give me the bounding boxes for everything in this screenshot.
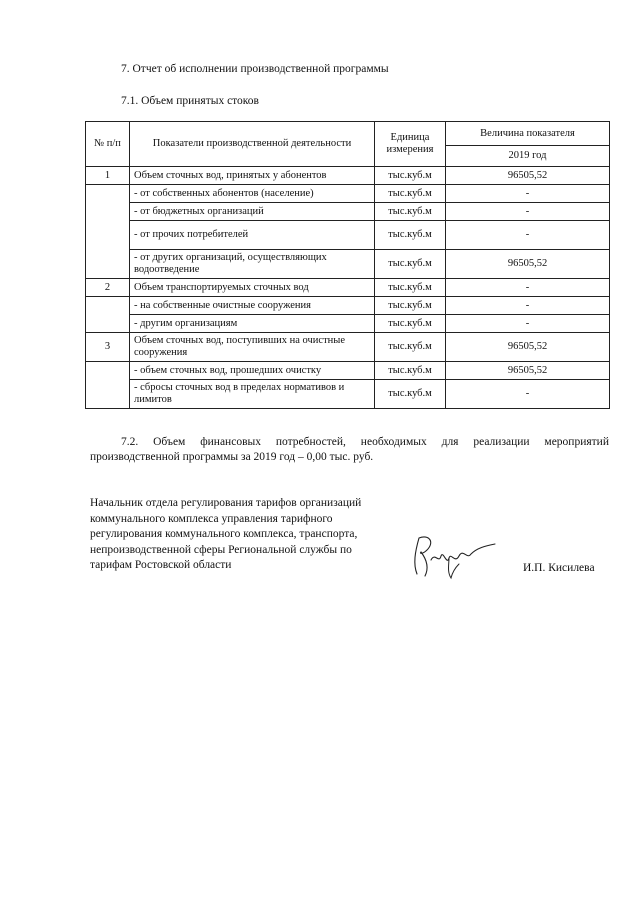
signer-position-line: Начальник отдела регулирования тарифов организаций: [90, 497, 362, 509]
table-row: [86, 362, 610, 380]
row-unit: тыс.куб.м: [375, 362, 446, 380]
table-row: [86, 250, 610, 279]
row-num: 2: [86, 279, 130, 297]
table-row: [86, 297, 610, 315]
row-value: -: [446, 297, 610, 315]
row-value: -: [446, 221, 610, 250]
row-label: Объем сточных вод, принятых у абонентов: [130, 167, 375, 185]
signer-name: И.П. Кисилева: [523, 562, 595, 574]
row-value: -: [446, 185, 610, 203]
header-indicator: Показатели производственной деятельности: [130, 122, 375, 167]
subsection-heading: 7.1. Объем принятых стоков: [121, 95, 259, 107]
row-value: -: [446, 315, 610, 333]
signer-position-line: тарифам Ростовской области: [90, 559, 232, 571]
row-num: 3: [86, 333, 130, 362]
row-value: 96505,52: [446, 167, 610, 185]
row-unit: тыс.куб.м: [375, 297, 446, 315]
signer-position-line: коммунального комплекса управления тарифного: [90, 512, 333, 525]
row-label: - объем сточных вод, прошедших очистку: [130, 362, 375, 380]
row-label: - сбросы сточных вод в пределах нормативов и лимитов: [130, 380, 375, 409]
row-num: [86, 362, 130, 409]
row-value: -: [446, 279, 610, 297]
row-label: - другим организациям: [130, 315, 375, 333]
signer-position-line: непроизводственной сферы Региональной службы по: [90, 543, 352, 556]
row-unit: тыс.куб.м: [375, 203, 446, 221]
table-row: [86, 279, 610, 297]
handwritten-signature: [405, 530, 497, 582]
table-row: [86, 185, 610, 203]
row-label: - от прочих потребителей: [130, 221, 375, 250]
table-row: [86, 315, 610, 333]
row-label: - на собственные очистные сооружения: [130, 297, 375, 315]
table-row: [86, 380, 610, 409]
row-label: - от собственных абонентов (население): [130, 185, 375, 203]
table-row: [86, 221, 610, 250]
row-unit: тыс.куб.м: [375, 380, 446, 409]
row-value: -: [446, 380, 610, 409]
row-num: [86, 185, 130, 279]
signer-position-line: регулирования коммунального комплекса, транспорта,: [90, 528, 358, 540]
row-unit: тыс.куб.м: [375, 250, 446, 279]
row-unit: тыс.куб.м: [375, 167, 446, 185]
row-unit: тыс.куб.м: [375, 185, 446, 203]
row-value: -: [446, 203, 610, 221]
signer-position: [90, 496, 420, 574]
wastewater-volume-table: [85, 121, 610, 409]
row-label: Объем сточных вод, поступивших на очистные сооружения: [130, 333, 375, 362]
header-value-group: Величина показателя: [446, 122, 610, 146]
row-value: 96505,52: [446, 333, 610, 362]
section-heading: 7. Отчет об исполнении производственной программы: [121, 63, 389, 75]
financial-needs-paragraph: 7.2. Объем финансовых потребностей, необходимых для реализации мероприятий производственной программы за 2019 год – 0,00 тыс. руб.: [90, 436, 609, 463]
row-num: [86, 297, 130, 333]
row-label: - от бюджетных организаций: [130, 203, 375, 221]
row-num: 1: [86, 167, 130, 185]
row-unit: тыс.куб.м: [375, 333, 446, 362]
row-unit: тыс.куб.м: [375, 315, 446, 333]
table-row: [86, 203, 610, 221]
header-num: № п/п: [86, 122, 130, 167]
row-unit: тыс.куб.м: [375, 279, 446, 297]
row-unit: тыс.куб.м: [375, 221, 446, 250]
row-value: 96505,52: [446, 362, 610, 380]
table-row: [86, 167, 610, 185]
header-year: 2019 год: [446, 146, 610, 167]
row-value: 96505,52: [446, 250, 610, 279]
table-row: [86, 333, 610, 362]
row-label: Объем транспортируемых сточных вод: [130, 279, 375, 297]
header-unit: Единица измерения: [375, 122, 446, 167]
row-label: - от других организаций, осуществляющих водоотведение: [130, 250, 375, 279]
